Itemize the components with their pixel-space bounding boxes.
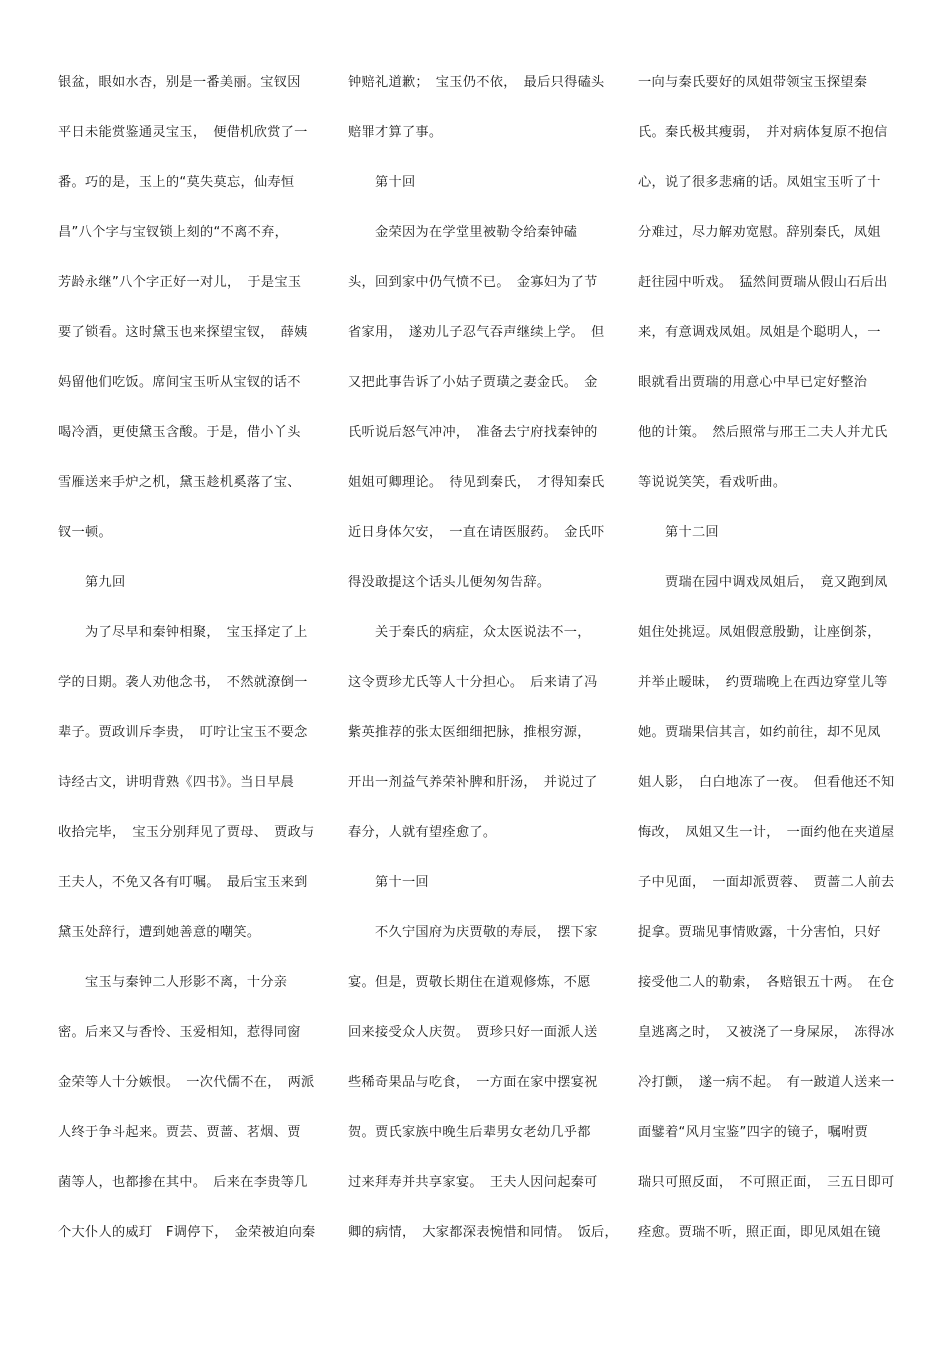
text-line: 接受他二人的勒索， 各赔银五十两。 在仓 bbox=[638, 975, 895, 990]
text-line: 赔罪才算了事。 bbox=[348, 125, 443, 140]
text-line: 昌”八个字与宝钗锁上刻的“不离不弃， bbox=[58, 225, 289, 240]
text-line: 这令贾珍尤氏等人十分担心。 后来请了冯 bbox=[348, 675, 598, 690]
text-line: 瑞只可照反面， 不可照正面， 三五日即可 bbox=[638, 1175, 895, 1190]
text-line: 姐住处挑逗。凤姐假意殷勤，让座倒茶， bbox=[638, 625, 881, 640]
text-line: 姐人影， 白白地冻了一夜。 但看他还不知 bbox=[638, 775, 895, 790]
text-line: 银盆，眼如水杏，别是一番美丽。宝钗因 bbox=[58, 75, 301, 90]
text-line: 氏听说后怒气冲冲， 准备去宁府找秦钟的 bbox=[348, 425, 598, 440]
text-line: 诗经古文，讲明背熟《四书》。当日早晨 bbox=[58, 775, 295, 790]
text-column-middle bbox=[348, 68, 619, 1268]
text-line: 密。后来又与香怜、玉爱相知，惹得同窗 bbox=[58, 1025, 301, 1040]
text-line: 关于秦氏的病症，众太医说法不一， bbox=[348, 625, 591, 640]
text-column-left bbox=[58, 68, 326, 1268]
chapter-heading: 第十二回 bbox=[638, 525, 719, 540]
chapter-heading: 第十一回 bbox=[348, 875, 429, 890]
text-line: 菌等人，也都掺在其中。 后来在李贵等几 bbox=[58, 1175, 308, 1190]
text-line: 头，回到家中仍气愤不已。 金寡妇为了节 bbox=[348, 275, 598, 290]
text-line: 分难过，尽力解劝宽慰。辞别秦氏，凤姐 bbox=[638, 225, 881, 240]
text-line: 捉拿。贾瑞见事情败露，十分害怕，只好 bbox=[638, 925, 881, 940]
text-line: 番。巧的是，玉上的“莫失莫忘，仙寿恒 bbox=[58, 175, 295, 190]
text-column-right bbox=[638, 68, 906, 1268]
text-line: 他的计策。 然后照常与邢王二夫人并尤氏 bbox=[638, 425, 888, 440]
text-line: 过来拜寿并共享家宴。 王夫人因问起秦可 bbox=[348, 1175, 598, 1190]
text-line: 悔改， 凤姐又生一计， 一面约他在夹道屋 bbox=[638, 825, 895, 840]
text-line: 面鐾着“风月宝鉴”四字的镜子，嘱咐贾 bbox=[638, 1125, 869, 1140]
text-line: 皇逃离之时， 又被浇了一身屎尿， 冻得冰 bbox=[638, 1025, 895, 1040]
text-line: 子中见面， 一面却派贾蓉、 贾蔷二人前去 bbox=[638, 875, 895, 890]
chapter-heading: 第九回 bbox=[58, 575, 126, 590]
text-line: 喝冷酒，更使黛玉含酸。于是，借小丫头 bbox=[58, 425, 301, 440]
text-line: 宴。但是，贾敬长期住在道观修炼，不愿 bbox=[348, 975, 591, 990]
text-line: 钟赔礼道歉； 宝玉仍不依， 最后只得磕头 bbox=[348, 75, 605, 90]
text-line: 些稀奇果品与吃食， 一方面在家中摆宴祝 bbox=[348, 1075, 598, 1090]
text-line: 金荣因为在学堂里被勒令给秦钟磕 bbox=[348, 225, 578, 240]
text-line: 氏。秦氏极其瘦弱， 并对病体复原不抱信 bbox=[638, 125, 888, 140]
text-line: 平日未能赏鉴通灵宝玉， 便借机欣赏了一 bbox=[58, 125, 308, 140]
text-line: 她。贾瑞果信其言，如约前往，却不见凤 bbox=[638, 725, 881, 740]
text-line: 省家用， 遂劝儿子忍气吞声继续上学。 但 bbox=[348, 325, 605, 340]
text-line: 一向与秦氏要好的凤姐带领宝玉探望秦 bbox=[638, 75, 868, 90]
text-line: 紫英推荐的张太医细细把脉，推根穷源， bbox=[348, 725, 591, 740]
text-line: 并举止暧昧， 约贾瑞晚上在西边穿堂儿等 bbox=[638, 675, 888, 690]
text-line: 为了尽早和秦钟相聚， 宝玉择定了上 bbox=[58, 625, 308, 640]
text-line: 人终于争斗起来。贾芸、贾蔷、茗烟、贾 bbox=[58, 1125, 301, 1140]
text-line: 宝玉与秦钟二人形影不离，十分亲 bbox=[58, 975, 288, 990]
text-line: 又把此事告诉了小姑子贾璜之妻金氏。 金 bbox=[348, 375, 598, 390]
text-line: 姐姐可卿理论。 待见到秦氏， 才得知秦氏 bbox=[348, 475, 605, 490]
text-line: 不久宁国府为庆贾敬的寿辰， 摆下家 bbox=[348, 925, 598, 940]
text-line: 要了锁看。这时黛玉也来探望宝钗， 薛姨 bbox=[58, 325, 308, 340]
text-line: 钗一顿。 bbox=[58, 525, 112, 540]
text-line: 金荣等人十分嫉恨。 一次代儒不在， 两派 bbox=[58, 1075, 315, 1090]
text-line: 春分，人就有望痊愈了。 bbox=[348, 825, 497, 840]
text-line: 来，有意调戏凤姐。凤姐是个聪明人，一 bbox=[638, 325, 881, 340]
text-line: 妈留他们吃饭。席间宝玉听从宝钗的话不 bbox=[58, 375, 301, 390]
text-line: 辈子。贾政训斥李贵， 叮咛让宝玉不要念 bbox=[58, 725, 308, 740]
text-line: 回来接受众人庆贺。 贾珍只好一面派人送 bbox=[348, 1025, 598, 1040]
chapter-heading: 第十回 bbox=[348, 175, 416, 190]
text-line: 心，说了很多悲痛的话。凤姐宝玉听了十 bbox=[638, 175, 881, 190]
text-line: 贺。贾氏家族中晚生后辈男女老幼几乎都 bbox=[348, 1125, 591, 1140]
text-line: 卿的病情， 大家都深表惋惜和同情。 饭后， bbox=[348, 1225, 619, 1240]
text-line: 赶往园中听戏。 猛然间贾瑞从假山石后出 bbox=[638, 275, 888, 290]
text-line: 眼就看出贾瑞的用意心中早已定好整治 bbox=[638, 375, 868, 390]
text-line: 收拾完毕， 宝玉分别拜见了贾母、 贾政与 bbox=[58, 825, 315, 840]
text-line: 黛玉处辞行，遭到她善意的嘲笑。 bbox=[58, 925, 261, 940]
text-line: 个大仆人的威玎 F调停下， 金荣被迫向秦 bbox=[58, 1225, 316, 1240]
text-line: 王夫人，不免又各有叮嘱。 最后宝玉来到 bbox=[58, 875, 308, 890]
text-line: 学的日期。袭人劝他念书， 不然就潦倒一 bbox=[58, 675, 308, 690]
text-line: 得没敢提这个话头儿便匆匆告辞。 bbox=[348, 575, 551, 590]
text-line: 等说说笑笑，看戏听曲。 bbox=[638, 475, 787, 490]
text-line: 近日身体欠安， 一直在请医服药。 金氏吓 bbox=[348, 525, 605, 540]
text-line: 痊愈。贾瑞不听，照正面，即见凤姐在镜 bbox=[638, 1225, 881, 1240]
text-line: 冷打颤， 遂一病不起。 有一跛道人送来一 bbox=[638, 1075, 895, 1090]
text-line: 贾瑞在园中调戏凤姐后， 竟又跑到凤 bbox=[638, 575, 888, 590]
text-line: 开出一剂益气养荣补脾和肝汤， 并说过了 bbox=[348, 775, 598, 790]
text-line: 芳龄永继”八个字正好一对儿， 于是宝玉 bbox=[58, 275, 302, 290]
text-line: 雪雁送来手炉之机，黛玉趁机奚落了宝、 bbox=[58, 475, 301, 490]
